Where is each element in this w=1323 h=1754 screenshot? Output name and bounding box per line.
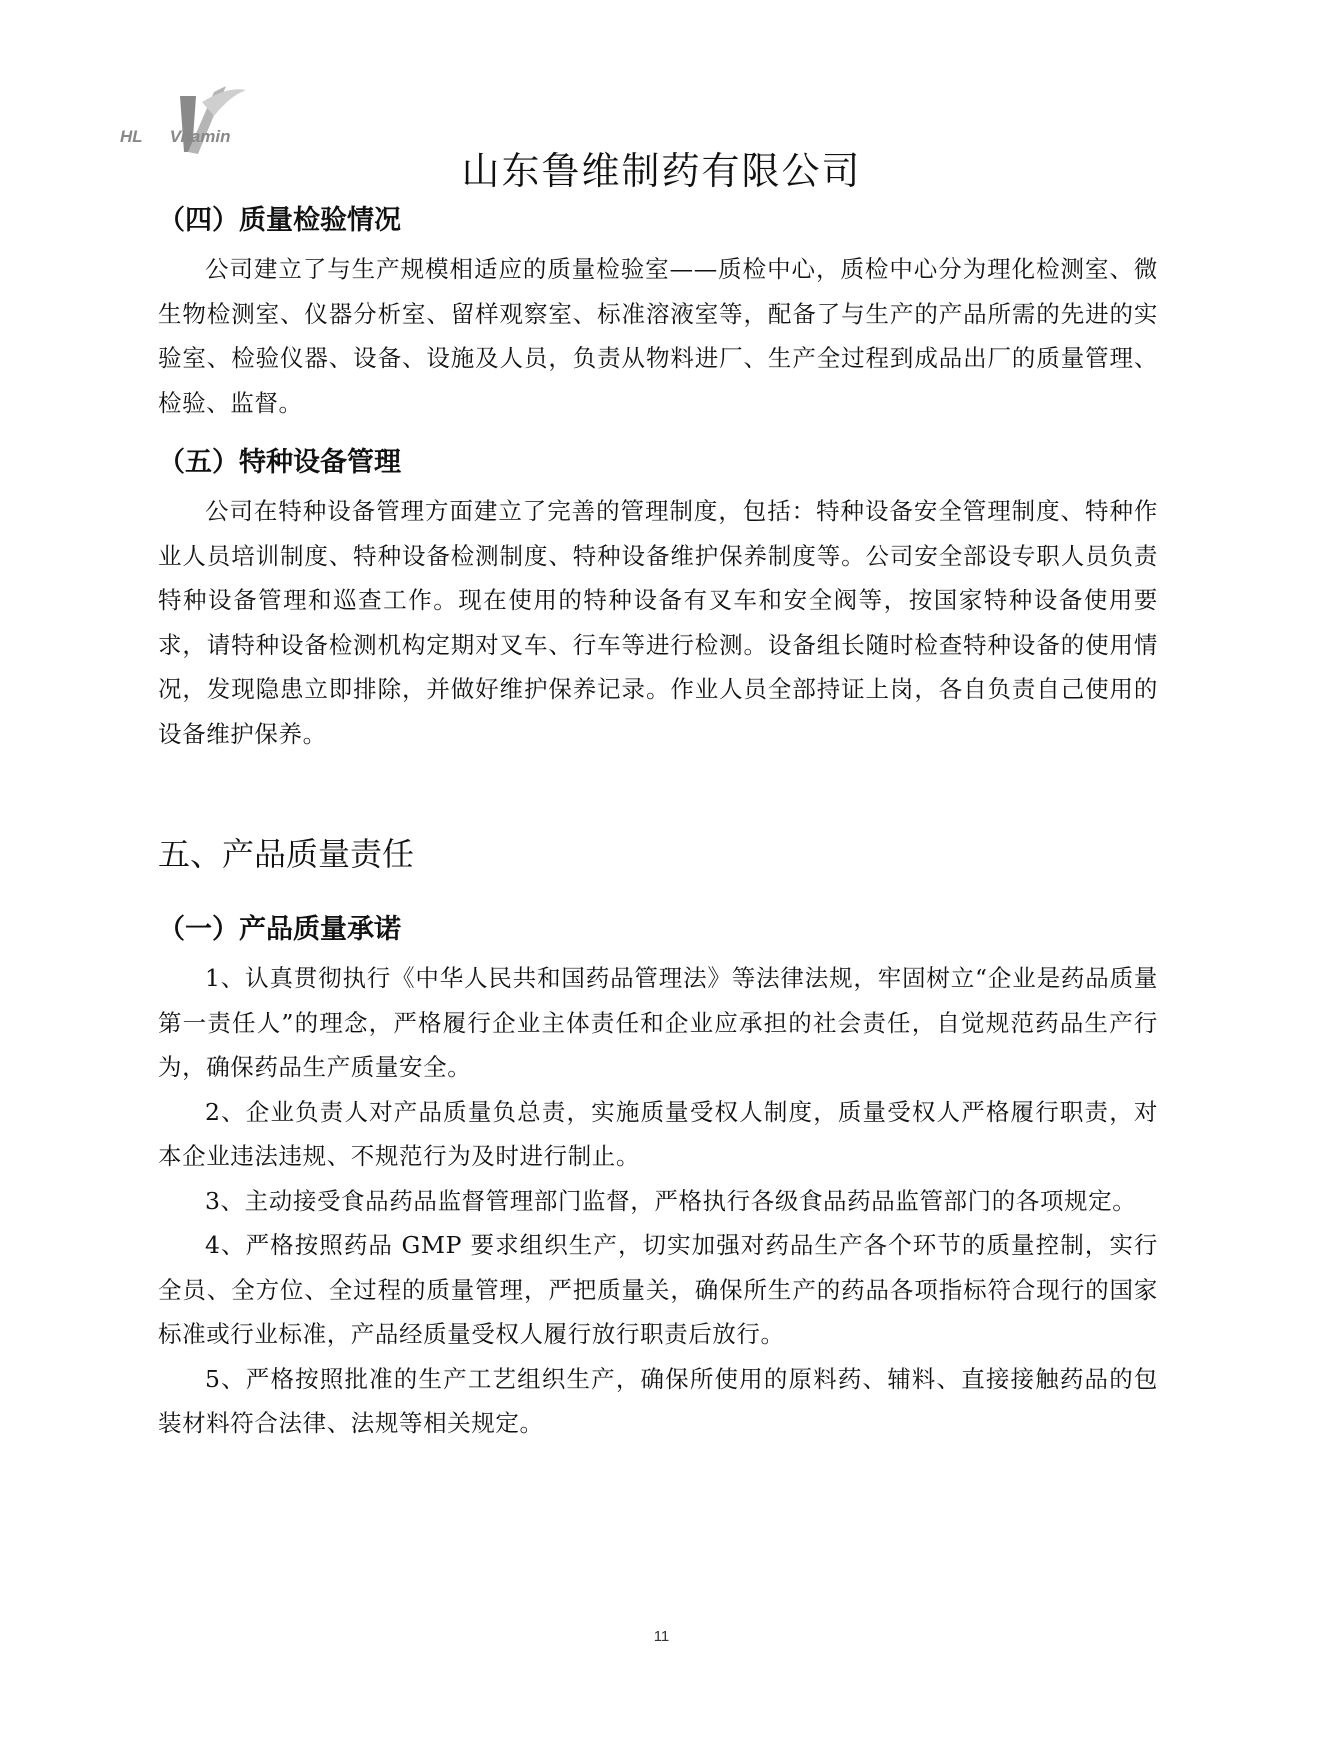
document-body <box>158 195 1158 1446</box>
commitment-item-1: 1、认真贯彻执行《中华人民共和国药品管理法》等法律法规，牢固树立“企业是药品质量第一责任人”的理念，严格履行企业主体责任和企业应承担的社会责任，自觉规范药品生产行为，确保药品生产质量安全。 <box>158 964 1158 1081</box>
section-heading-special-equipment: （五）特种设备管理 <box>158 447 401 478</box>
commitment-item-4: 4、严格按照药品 GMP 要求组织生产，切实加强对药品生产各个环节的质量控制，实行全员、全方位、全过程的质量管理，严把质量关，确保所生产的药品各项指标符合现行的国家标准或行业标准，产品经质量受权人履行放行职责后放行。 <box>158 1231 1158 1348</box>
commitment-item-2: 2、企业负责人对产品质量负总责，实施质量受权人制度，质量受权人严格履行职责，对本企业违法违规、不规范行为及时进行制止。 <box>158 1097 1158 1170</box>
logo-text: HL Vitamin <box>120 127 231 146</box>
commitment-item-5: 5、严格按照批准的生产工艺组织生产，确保所使用的原料药、辅料、直接接触药品的包装材料符合法律、法规等相关规定。 <box>158 1364 1158 1437</box>
section-heading-quality-commitment: （一）产品质量承诺 <box>158 914 401 945</box>
paragraph-quality-inspection: 公司建立了与生产规模相适应的质量检验室——质检中心，质检中心分为理化检测室、微生物检测室、仪器分析室、留样观察室、标准溶液室等，配备了与生产的产品所需的先进的实验室、检验仪器、设备、设施及人员，负责从物料进厂、生产全过程到成品出厂的质量管理、检验、监督。 <box>158 255 1158 417</box>
section-heading-quality-inspection: （四）质量检验情况 <box>158 205 401 236</box>
company-name: 山东鲁维制药有限公司 <box>461 149 862 193</box>
page-number: 11 <box>653 1628 670 1645</box>
commitment-item-3: 3、主动接受食品药品监督管理部门监督，严格执行各级食品药品监管部门的各项规定。 <box>205 1186 1137 1215</box>
chapter-title: 五、产品质量责任 <box>158 835 415 873</box>
paragraph-special-equipment: 公司在特种设备管理方面建立了完善的管理制度，包括：特种设备安全管理制度、特种作业人员培训制度、特种设备检测制度、特种设备维护保养制度等。公司安全部设专职人员负责特种设备管理和巡查工作。现在使用的特种设备有叉车和安全阀等，按国家特种设备使用要求，请特种设备检测机构定期对叉车、行车等进行检测。设备组长随时检查特种设备的使用情况，发现隐患立即排除，并做好维护保养记录。作业人员全部持证上岗，各自负责自己使用的设备维护保养。 <box>158 497 1158 748</box>
